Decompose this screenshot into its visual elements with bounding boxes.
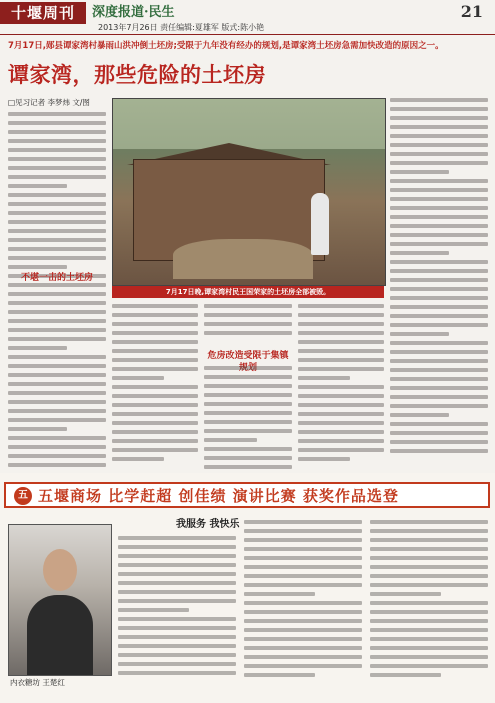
text-line (8, 166, 106, 170)
text-line (244, 637, 362, 641)
text-line (8, 319, 106, 323)
portrait-body (27, 595, 93, 675)
text-line (204, 420, 292, 424)
text-line (118, 590, 236, 594)
photo-sky (113, 99, 385, 149)
text-line (112, 385, 198, 389)
text-line (390, 413, 449, 417)
text-line (244, 664, 362, 668)
ad-banner-title: 五堰商场 比学赶超 创佳绩 演讲比赛 获奖作品选登 (38, 487, 399, 505)
text-line (390, 215, 488, 219)
text-line (370, 601, 488, 605)
text-line (8, 121, 106, 125)
text-line (244, 619, 362, 623)
text-line (390, 332, 449, 336)
text-line (390, 206, 488, 210)
text-line (112, 403, 198, 407)
text-line (244, 520, 362, 524)
text-line (8, 256, 106, 260)
text-line (298, 457, 350, 461)
text-line (118, 572, 236, 576)
text-line (390, 305, 488, 309)
text-line (8, 355, 106, 359)
text-line (118, 671, 236, 675)
text-line (112, 376, 164, 380)
text-line (204, 447, 292, 451)
text-line (390, 449, 488, 453)
text-line (370, 673, 441, 677)
text-line (204, 375, 292, 379)
text-line (118, 599, 236, 603)
text-line (118, 617, 236, 621)
text-line (390, 161, 488, 165)
text-line (244, 646, 362, 650)
text-line (370, 637, 488, 641)
text-line (370, 565, 488, 569)
text-line (390, 98, 488, 102)
text-line (204, 429, 292, 433)
text-line (390, 125, 488, 129)
text-line (390, 179, 488, 183)
text-line (298, 322, 384, 326)
text-line (298, 394, 384, 398)
text-line (244, 529, 362, 533)
text-line (112, 457, 164, 461)
text-line (390, 260, 488, 264)
text-line (8, 148, 106, 152)
text-line (244, 583, 362, 587)
text-line (8, 427, 67, 431)
text-line (8, 130, 106, 134)
text-line (390, 395, 488, 399)
portrait-face (43, 549, 77, 591)
text-line (298, 376, 350, 380)
text-line (8, 418, 106, 422)
text-line (390, 134, 488, 138)
text-line (8, 364, 106, 368)
text-line (8, 328, 106, 332)
text-line (8, 463, 106, 467)
text-line (8, 157, 106, 161)
text-line (8, 184, 67, 188)
text-line (8, 202, 106, 206)
text-line (118, 635, 236, 639)
text-line (244, 592, 315, 596)
photo-person (311, 193, 329, 255)
text-line (298, 403, 384, 407)
text-line (298, 313, 384, 317)
text-line (390, 314, 488, 318)
text-line (118, 662, 236, 666)
text-line (118, 653, 236, 657)
text-line (390, 368, 488, 372)
text-line (112, 367, 198, 371)
text-line (390, 197, 488, 201)
text-line (298, 304, 384, 308)
text-line (298, 331, 384, 335)
text-line (244, 673, 315, 677)
text-line (8, 301, 106, 305)
text-line (298, 412, 384, 416)
text-line (204, 393, 292, 397)
portrait-caption: 内衣糖坊 王楚红 (10, 678, 65, 687)
text-line (370, 610, 488, 614)
text-line (8, 400, 106, 404)
text-line (390, 341, 488, 345)
text-line (8, 337, 106, 341)
text-line (204, 456, 292, 460)
text-line (204, 465, 292, 469)
text-column (8, 112, 106, 472)
text-line (390, 170, 449, 174)
text-line (390, 431, 488, 435)
text-line (370, 556, 488, 560)
text-line (112, 394, 198, 398)
text-line (8, 409, 106, 413)
text-line (298, 340, 384, 344)
text-line (244, 538, 362, 542)
text-line (244, 628, 362, 632)
masthead-divider (0, 34, 495, 35)
text-line (370, 583, 488, 587)
text-line (370, 628, 488, 632)
text-line (390, 188, 488, 192)
section-label: 十堰周刊 (0, 2, 86, 24)
text-line (112, 448, 198, 452)
text-line (8, 112, 106, 116)
text-line (118, 581, 236, 585)
text-line (112, 304, 198, 308)
text-column (390, 98, 488, 468)
text-column (244, 520, 362, 696)
text-line (370, 574, 488, 578)
text-line (112, 349, 198, 353)
text-column (118, 536, 236, 696)
text-line (390, 323, 488, 327)
text-line (370, 592, 441, 596)
text-column (204, 366, 292, 470)
text-line (8, 382, 106, 386)
text-line (8, 445, 106, 449)
section-head-1: 不堪一击的土坯房 (20, 273, 93, 283)
text-line (8, 454, 106, 458)
text-line (118, 554, 236, 558)
text-line (204, 438, 257, 442)
text-line (370, 619, 488, 623)
text-line (8, 211, 106, 215)
text-line (244, 547, 362, 551)
text-line (8, 229, 106, 233)
text-line (244, 556, 362, 560)
ad-banner (4, 482, 490, 508)
text-line (8, 247, 106, 251)
article-headline: 谭家湾，那些危险的土坯房 (8, 62, 266, 87)
text-line (8, 220, 106, 224)
text-line (112, 340, 198, 344)
ad-logo-icon: 五 (14, 487, 32, 505)
text-column (112, 304, 198, 468)
text-line (390, 350, 488, 354)
text-line (298, 349, 384, 353)
text-line (298, 448, 384, 452)
text-line (8, 175, 106, 179)
text-line (8, 436, 106, 440)
text-line (370, 664, 488, 668)
text-line (370, 655, 488, 659)
text-line (298, 421, 384, 425)
text-line (390, 278, 488, 282)
text-line (390, 377, 488, 381)
text-line (118, 563, 236, 567)
text-line (118, 608, 189, 612)
text-line (204, 322, 292, 326)
text-line (118, 626, 236, 630)
text-line (204, 411, 292, 415)
text-line (244, 610, 362, 614)
text-line (390, 287, 488, 291)
text-line (8, 373, 106, 377)
text-line (390, 116, 488, 120)
text-line (390, 404, 488, 408)
article-byline: □见习记者 李梦炜 文/图 (8, 98, 90, 107)
text-line (390, 269, 488, 273)
text-line (204, 366, 292, 370)
text-line (118, 536, 236, 540)
text-line (390, 107, 488, 111)
text-line (204, 313, 292, 317)
text-line (8, 139, 106, 143)
text-line (112, 412, 198, 416)
text-line (244, 565, 362, 569)
text-line (390, 152, 488, 156)
text-line (370, 646, 488, 650)
text-column (204, 304, 292, 344)
text-line (204, 384, 292, 388)
text-line (390, 296, 488, 300)
text-line (118, 644, 236, 648)
text-line (298, 358, 384, 362)
text-column (370, 520, 488, 696)
text-line (298, 439, 384, 443)
section-subtitle: 深度报道·民生 (92, 5, 175, 20)
text-line (8, 238, 106, 242)
text-line (204, 331, 292, 335)
text-line (8, 310, 106, 314)
text-line (112, 322, 198, 326)
text-line (370, 547, 488, 551)
text-line (118, 545, 236, 549)
text-line (298, 367, 384, 371)
text-line (370, 520, 488, 524)
text-line (390, 242, 488, 246)
text-line (204, 304, 292, 308)
photo-caption: 7月17日晚,谭家湾村民王国荣家的土坯房全部被毁。 (112, 286, 384, 298)
date-line: 2013年7月26日 责任编辑:夏雄军 版式:陈小艳 (98, 23, 265, 32)
text-column (298, 304, 384, 468)
text-line (8, 265, 67, 269)
text-line (390, 422, 488, 426)
text-line (390, 251, 449, 255)
text-line (8, 193, 106, 197)
text-line (390, 233, 488, 237)
photo-rubble (173, 239, 313, 279)
text-line (390, 359, 488, 363)
text-line (390, 143, 488, 147)
text-line (112, 439, 198, 443)
text-line (370, 529, 488, 533)
text-line (244, 574, 362, 578)
text-line (298, 430, 384, 434)
speaker-portrait (8, 524, 112, 676)
text-line (390, 224, 488, 228)
text-line (298, 385, 384, 389)
text-line (244, 655, 362, 659)
text-line (370, 538, 488, 542)
text-line (8, 292, 106, 296)
text-line (112, 313, 198, 317)
text-line (112, 358, 198, 362)
text-line (390, 440, 488, 444)
text-line (112, 421, 198, 425)
speech-title: 我服务 我快乐 (176, 519, 240, 530)
text-line (112, 430, 198, 434)
masthead (0, 0, 495, 24)
article-photo (112, 98, 386, 286)
text-line (390, 386, 488, 390)
article-lead: 7月17日,郧县谭家湾村暴雨山洪冲倒土坯房;受限于九年没有经办的规划,是谭家湾土坯房急需加快改造的原因之一。 (8, 41, 444, 51)
text-line (204, 402, 292, 406)
text-line (244, 601, 362, 605)
page-number: 21 (460, 2, 483, 21)
text-line (112, 331, 198, 335)
text-line (8, 391, 106, 395)
text-line (8, 346, 67, 350)
section-head-2: 危房改造受限于集镇规划 (207, 351, 289, 373)
